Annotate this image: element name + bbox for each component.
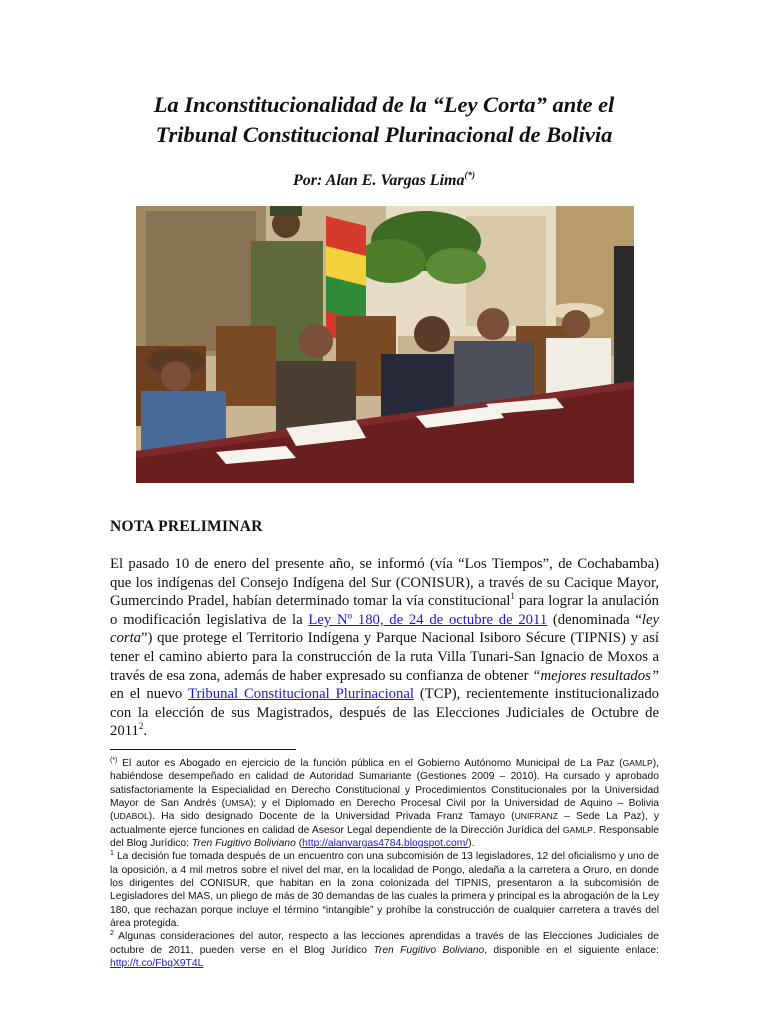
blog-url-link[interactable]: http://alanvargas4784.blogspot.com/ (302, 838, 469, 850)
acronym: UNIFRANZ (514, 811, 559, 822)
blog-name: Tren Fugitivo Boliviano (191, 838, 296, 850)
footnote-text: ). (468, 838, 475, 850)
acronym: UDABOL (113, 811, 149, 822)
para-text: para lograr la anulación o modificación legislativa de la (110, 593, 659, 628)
para-text: (denominada “ (547, 611, 642, 628)
footnote-mark: 1 (110, 850, 114, 858)
body-paragraph (110, 555, 659, 741)
para-text: (TCP), recientemente institucionalizado con la elección de sus Magistrados, después de las Elecciones Judiciales de Octubre de 2011 (110, 686, 660, 740)
author-name: Por: Alan E. Vargas Lima (293, 172, 465, 189)
footnote-ref-2[interactable]: 2 (138, 721, 144, 732)
author-byline (0, 165, 768, 191)
para-text: . (143, 723, 148, 740)
mejores-resultados-italic: “mejores resultados” (532, 667, 660, 684)
signing-ceremony-photo (136, 206, 634, 483)
blog-name: Tren Fugitivo Boliviano (373, 944, 485, 956)
acronym: GAMLP (562, 824, 593, 835)
footnote-2 (110, 930, 659, 970)
footnote-text: La decisión fue tomada después de un encuentro con una subcomisión de 13 legisladores, 12 del oficialismo y uno de la oposición, a 4 mil metros sobre el nivel del mar, en la localidad de Pongo, aledaña a la carretera a Oruro, en donde los dirigentes del CONISUR, que habitan en la zona colonizada del TIPNIS, presentaron a la subcomisión de Legisladores del MAS, un pliego de más de 30 demandas de las cuales la primera y principal es la abrogación de la Ley 180, que rechazan porque incluye el término “intangible” y prohíbe la construcción de cualquier carretera a través del área protegida. (110, 851, 659, 930)
footnote-text: . Responsable del Blog Jurídico: (110, 824, 659, 850)
footnote-ref-1[interactable]: 1 (510, 591, 515, 602)
footnote-text: – Sede La Paz), y actualmente ejerce funciones en calidad de Asesor Legal dependiente de la Dirección Jurídica del (110, 811, 659, 836)
footnote-author (110, 757, 659, 850)
footnotes (110, 757, 659, 971)
para-text: El pasado 10 de enero del presente año, se informó (vía “Los Tiempos”, de Cochabamba) que los indígenas del Consejo Indígena del Sur (CONISUR), a través de su Cacique Mayor, Gumercindo Pradel, habían determinado tomar la vía constitucional (110, 556, 659, 610)
footnote-text: El autor es Abogado en ejercicio de la función pública en el Gobierno Autónomo Municipal de La Paz ( (117, 758, 623, 769)
section-heading: NOTA PRELIMINAR (110, 518, 263, 535)
footnote-text: ( (295, 838, 303, 850)
ley-corta-italic: ley corta (110, 611, 659, 647)
footnote-text: ). Ha sido designado Docente de la Universidad Privada Franz Tamayo ( (148, 811, 515, 823)
acronym: UMSA (225, 798, 250, 809)
footnote-text: ); y el Diplomado en Derecho Procesal Civil por la Universidad de Aquino – Bolivia ( (110, 798, 660, 823)
document-title (80, 90, 688, 150)
footnote-text: Algunas consideraciones del autor, respecto a las lecciones aprendidas a través de las Elecciones Judiciales de octubre de 2011, pueden verse en el Blog Jurídico (110, 931, 659, 956)
para-text: en el nuevo (110, 686, 188, 703)
footnote-text: , disponible en el siguiente enlace: (484, 944, 659, 956)
tcp-link[interactable]: Tribunal Constitucional Plurinacional (187, 686, 414, 703)
acronym: GAMLP (622, 758, 653, 768)
ley-180-link[interactable]: Ley Nº 180, de 24 de octubre de 2011 (308, 611, 548, 628)
title-line-2: Tribunal Constitucional Plurinacional de Bolivia (155, 122, 613, 147)
para-text: ”) que protege el Territorio Indígena y Parque Nacional Isiboro Sécure (TIPNIS) y así tener el camino abierto para la construcción de la ruta Villa Tunari-San Ignacio de Moxos a través de esa zona, además de haber expresado su confianza de obtener (110, 630, 659, 684)
author-footnote-mark[interactable]: (*) (464, 170, 475, 180)
footnote-mark: 2 (110, 930, 114, 938)
footnote-separator (110, 749, 296, 750)
short-url-link[interactable]: http://t.co/FbqX9T4L (110, 958, 204, 970)
title-line-1: La Inconstitucionalidad de la “Ley Corta” ante el (153, 92, 615, 117)
footnote-1 (110, 850, 659, 930)
footnote-text: ), habiéndose desempeñado en calidad de Autoridad Sumariante (Gestiones 2009 – 2010). Ha cursado y aprobado satisfactoriamente la Especialidad en Derecho Constitucional y Procedimientos Constitucionales por la Universidad Mayor de San Andrés ( (110, 758, 659, 810)
footnote-mark: (*) (110, 757, 118, 764)
